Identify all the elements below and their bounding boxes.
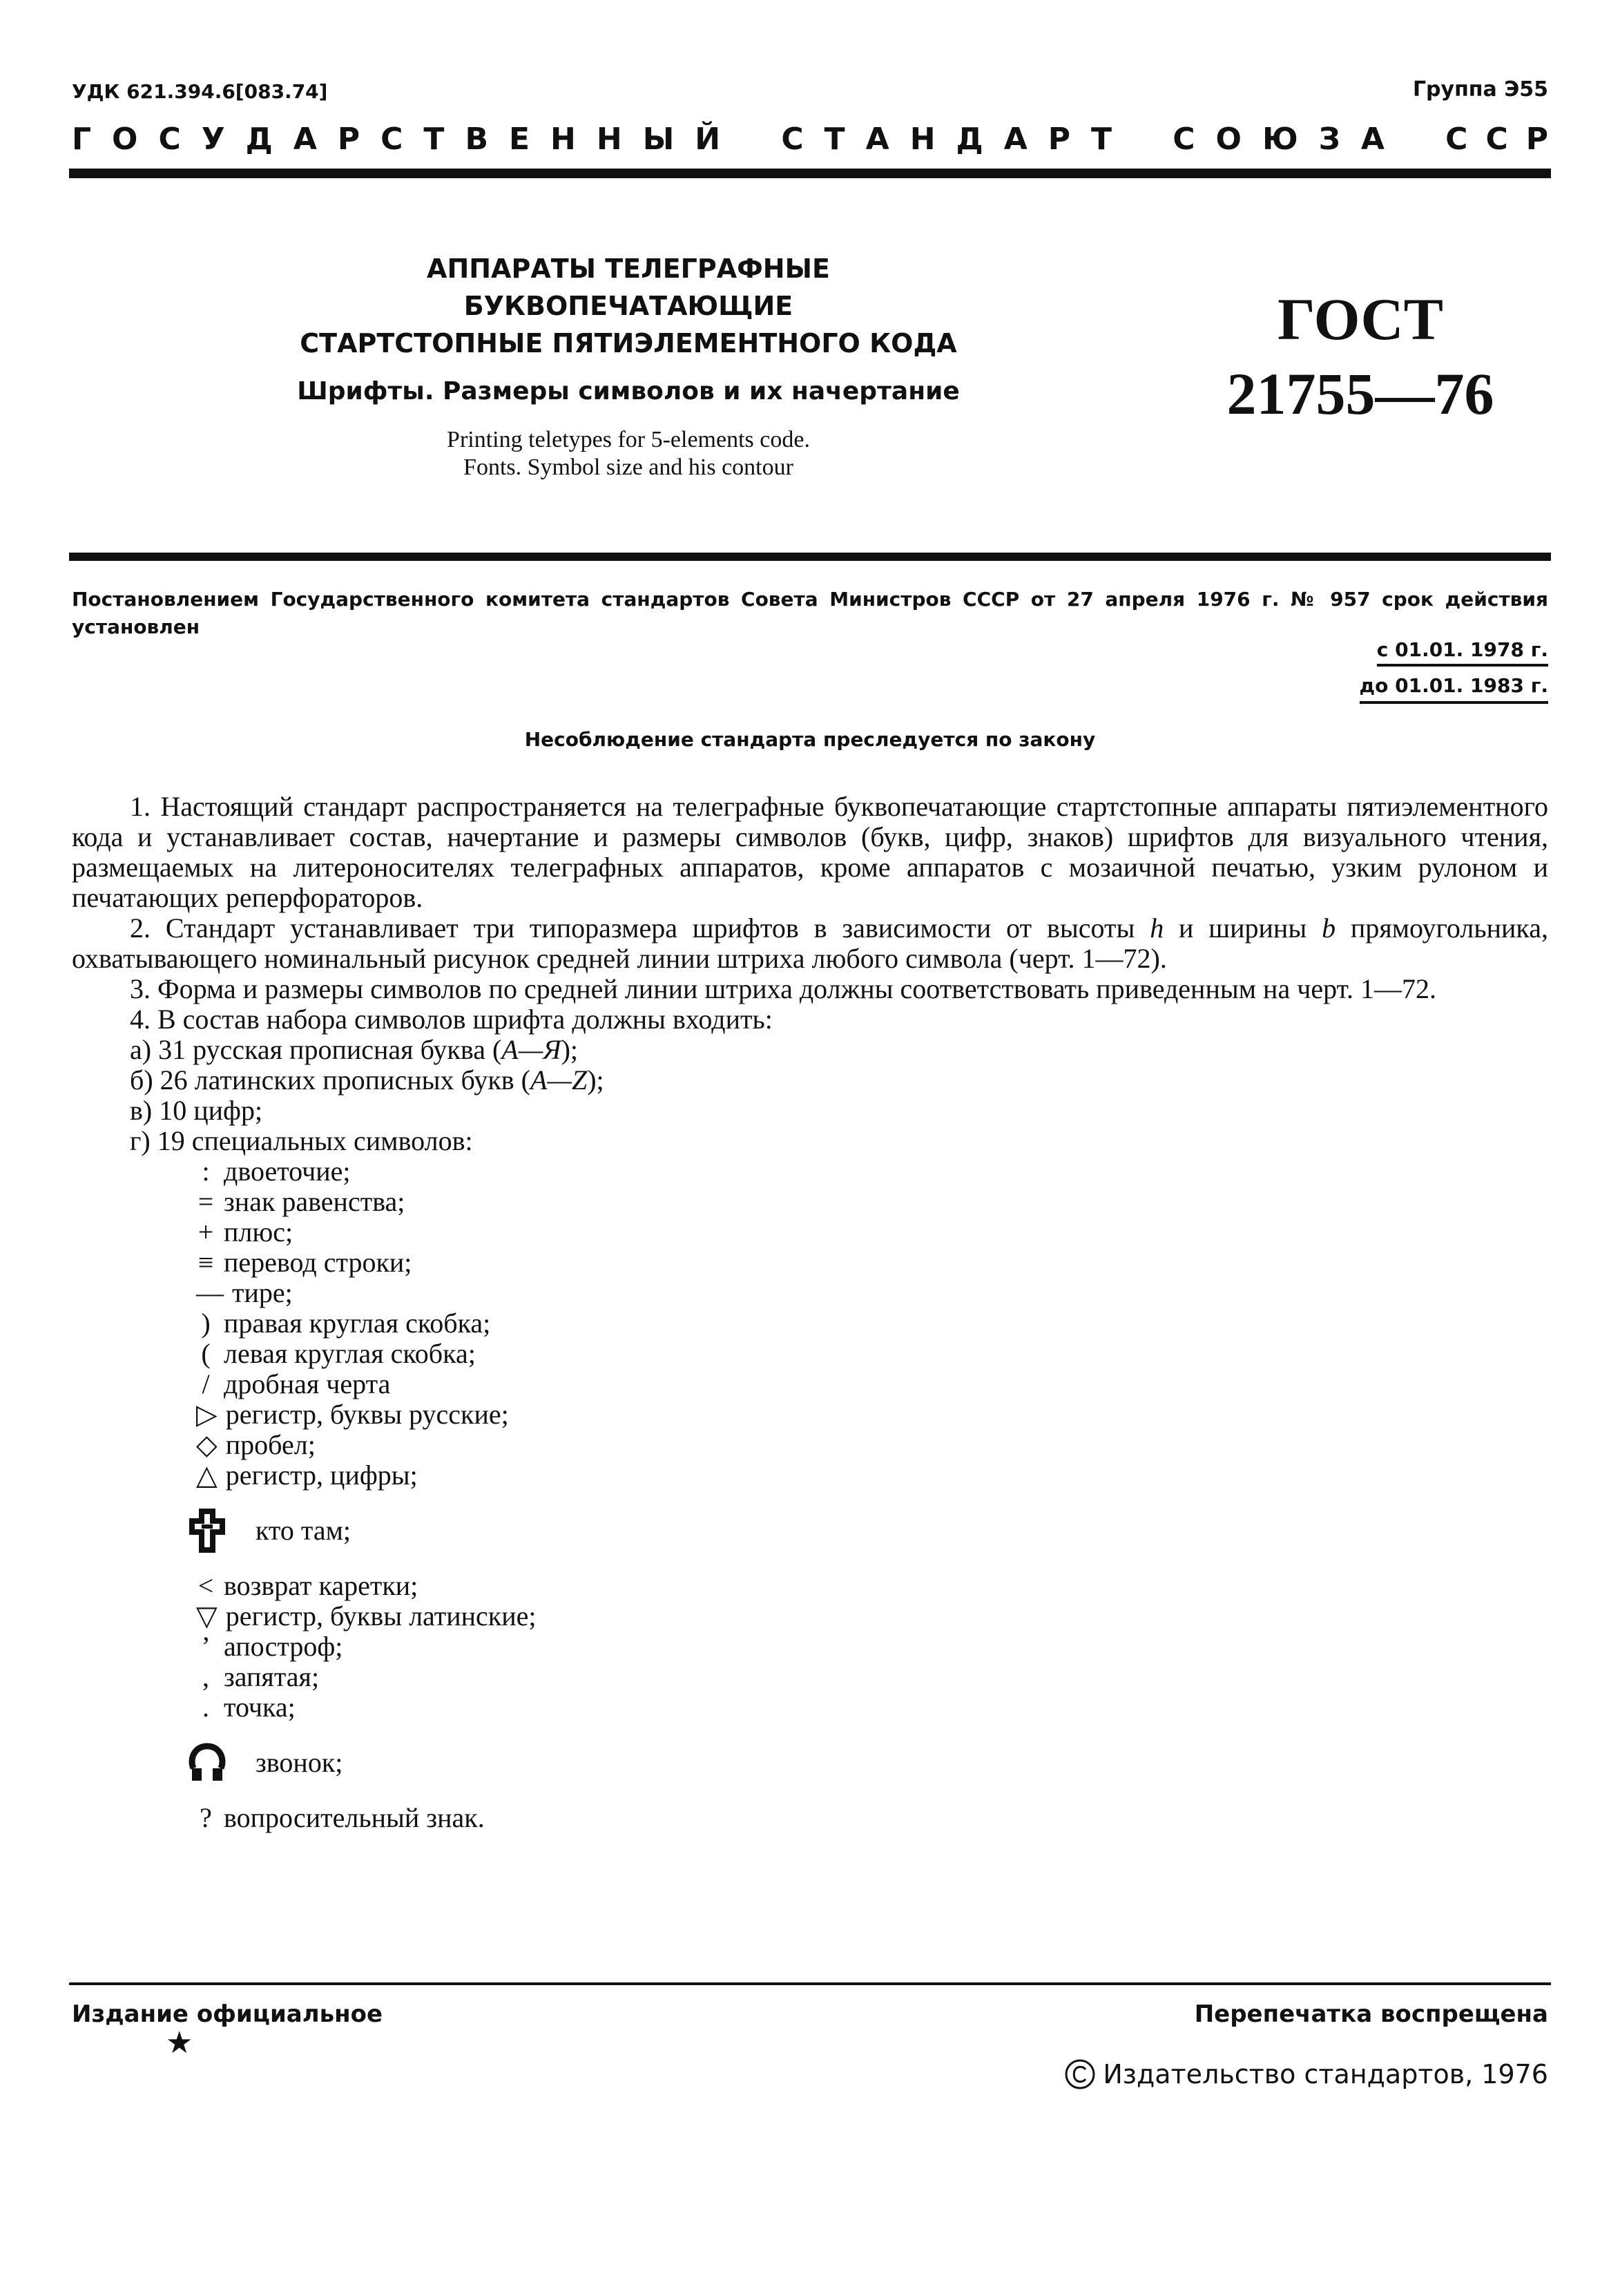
symbol-description: дробная черта — [224, 1368, 391, 1399]
group-code: Группа Э55 — [1412, 77, 1548, 102]
official-edition-label: Издание официальное — [72, 2000, 383, 2028]
symbol-glyph: ≡ — [197, 1247, 214, 1278]
list-item — [196, 1601, 1548, 1632]
gost-designation — [1215, 282, 1505, 431]
list-item-v: в) 10 цифр; — [130, 1095, 263, 1126]
reprint-prohibited-label: Перепечатка воспрещена — [1194, 2000, 1548, 2028]
symbol-glyph: ) — [201, 1308, 211, 1339]
symbol-description: возврат каретки; — [224, 1570, 418, 1601]
title-line: АППАРАТЫ ТЕЛЕГРАФНЫЕ — [427, 253, 830, 284]
symbol-description: правая круглая скобка; — [224, 1308, 491, 1339]
symbol-glyph: : — [202, 1156, 210, 1187]
list-item — [196, 1662, 1548, 1692]
heading-word: СТАНДАРТ — [781, 122, 1133, 157]
special-symbols-list — [196, 1156, 1548, 1833]
symbol-description: регистр, буквы русские; — [225, 1399, 509, 1430]
list-item — [196, 1430, 1548, 1460]
symbol-description: звонок; — [255, 1747, 343, 1778]
effective-from-date: с 01.01. 1978 г. — [1377, 638, 1548, 667]
document-body — [72, 792, 1548, 1833]
list-item — [196, 1399, 1548, 1430]
title-line: БУКВОПЕЧАТАЮЩИЕ — [463, 291, 793, 321]
gost-label: ГОСТ — [1277, 286, 1443, 352]
list-range: A—Z — [530, 1064, 588, 1096]
symbol-description: точка; — [224, 1692, 296, 1723]
middle-rule — [69, 553, 1551, 561]
publisher-text: Издательство стандартов, 1976 — [1103, 2059, 1548, 2089]
list-item — [196, 1369, 1548, 1399]
decree-text: Постановлением Государственного комитета стандартов Совета Министров СССР от 27 апреля 1976 г. № 957 срок действия установлен — [72, 588, 1548, 638]
list-item — [196, 1803, 1548, 1833]
symbol-glyph: ’ — [201, 1631, 211, 1662]
document-title-block — [262, 250, 994, 481]
symbol-description: апостроф; — [224, 1631, 343, 1662]
list-item — [196, 1247, 1548, 1278]
paragraph-1: 1. Настоящий стандарт распространяется на телеграфные буквопечатающие стартстопные аппараты пятиэлементного кода и устанавливает состав, начертание и размеры символов (букв, цифр, знаков) шрифтов для визуального чтения, размещаемых на литероносителях телеграфных аппаратов, кроме аппаратов с мозаичной печатью, узким рулоном и печатающих реперфораторов. — [72, 791, 1548, 913]
symbol-glyph: ? — [200, 1802, 212, 1833]
top-rule — [69, 169, 1551, 178]
udk-code: УДК 621.394.6[083.74] — [72, 80, 328, 103]
list-item-g: г) 19 специальных символов: — [130, 1125, 473, 1156]
list-item-b — [130, 1065, 1548, 1096]
symbol-description: перевод строки; — [224, 1247, 412, 1278]
list-item — [196, 1187, 1548, 1217]
symbol-description: левая круглая скобка; — [224, 1338, 476, 1369]
symbol-glyph: ( — [201, 1338, 211, 1369]
symbol-description: регистр, буквы латинские; — [225, 1600, 537, 1632]
symbol-description: плюс; — [224, 1216, 293, 1247]
height-var: h — [1150, 912, 1164, 944]
symbol-description: тире; — [232, 1277, 293, 1308]
symbol-description: кто там; — [255, 1515, 351, 1546]
list-text: б) 26 латинских прописных букв ( — [130, 1064, 530, 1096]
width-var: b — [1322, 912, 1336, 944]
list-item — [186, 1509, 1548, 1553]
bell-symbol-icon — [186, 1741, 228, 1785]
list-item — [196, 1308, 1548, 1339]
symbol-glyph: ▷ — [196, 1399, 218, 1430]
symbol-glyph: . — [202, 1692, 209, 1723]
list-item — [196, 1632, 1548, 1662]
symbol-glyph: / — [202, 1368, 210, 1399]
heading-word: СОЮЗА — [1173, 122, 1405, 157]
gost-number: 21755—76 — [1226, 361, 1494, 427]
state-standard-heading — [72, 122, 1566, 157]
star-mark: ★ — [166, 2025, 193, 2060]
symbol-glyph: + — [197, 1216, 214, 1247]
paragraph-4: 4. В состав набора символов шрифта должны входить: — [130, 1004, 773, 1035]
list-item — [196, 1460, 1548, 1491]
paragraph-2-text: и ширины — [1164, 912, 1322, 944]
symbol-description: регистр, цифры; — [225, 1460, 418, 1491]
symbol-glyph: , — [202, 1661, 209, 1692]
list-text: а) 31 русская прописная буква ( — [130, 1034, 502, 1065]
symbol-description: знак равенства; — [224, 1186, 405, 1217]
symbol-glyph: △ — [196, 1460, 218, 1491]
list-item — [196, 1692, 1548, 1723]
paragraph-2 — [72, 913, 1548, 974]
symbol-glyph: = — [197, 1186, 214, 1217]
english-title-line: Fonts. Symbol size and his contour — [463, 455, 793, 480]
paragraph-3: 3. Форма и размеры символов по средней линии штриха должны соответствовать приведенным на черт. 1—72. — [130, 973, 1437, 1004]
list-item — [196, 1156, 1548, 1187]
symbol-description: пробел; — [225, 1429, 316, 1460]
copyright-icon — [1064, 2058, 1096, 2090]
list-item — [196, 1339, 1548, 1369]
list-item-a — [130, 1035, 1548, 1065]
symbol-set-list — [72, 1035, 1548, 1156]
list-text: ); — [561, 1034, 578, 1065]
heading-word: ССР — [1445, 122, 1566, 157]
effective-to-date: до 01.01. 1983 г. — [1360, 674, 1549, 704]
title-line: СТАРТСТОПНЫЕ ПЯТИЭЛЕМЕНТНОГО КОДА — [300, 328, 957, 358]
list-text: ); — [587, 1064, 604, 1096]
list-item — [196, 1571, 1548, 1601]
symbol-description: вопросительный знак. — [224, 1802, 485, 1833]
paragraph-2-text: 2. Стандарт устанавливает три типоразмера шрифтов в зависимости от высоты — [130, 912, 1150, 944]
penalty-notice: Несоблюдение стандарта преследуется по закону — [524, 728, 1096, 751]
english-title-line: Printing teletypes for 5-elements code. — [447, 427, 810, 452]
bottom-rule — [69, 1982, 1551, 1985]
document-subtitle: Шрифты. Размеры символов и их начертание — [297, 377, 960, 405]
english-title — [262, 426, 994, 481]
symbol-glyph: — — [196, 1277, 224, 1308]
symbol-description: двоеточие; — [224, 1156, 351, 1187]
who-are-you-cross-icon — [186, 1509, 228, 1553]
symbol-glyph: ◇ — [196, 1429, 218, 1460]
heading-word: ГОСУДАРСТВЕННЫЙ — [72, 122, 742, 157]
paragraph-2-text: прямоугольника, охватывающего номинальный рисунок средней линии штриха любого символа (черт. 1—72). — [72, 912, 1548, 974]
publisher-copyright — [1064, 2058, 1548, 2090]
list-item — [196, 1278, 1548, 1308]
list-item — [186, 1741, 1548, 1785]
symbol-glyph: < — [197, 1570, 214, 1601]
list-range: А—Я — [501, 1034, 561, 1065]
list-item — [196, 1217, 1548, 1247]
symbol-glyph: ▽ — [196, 1600, 218, 1632]
symbol-description: запятая; — [224, 1661, 320, 1692]
